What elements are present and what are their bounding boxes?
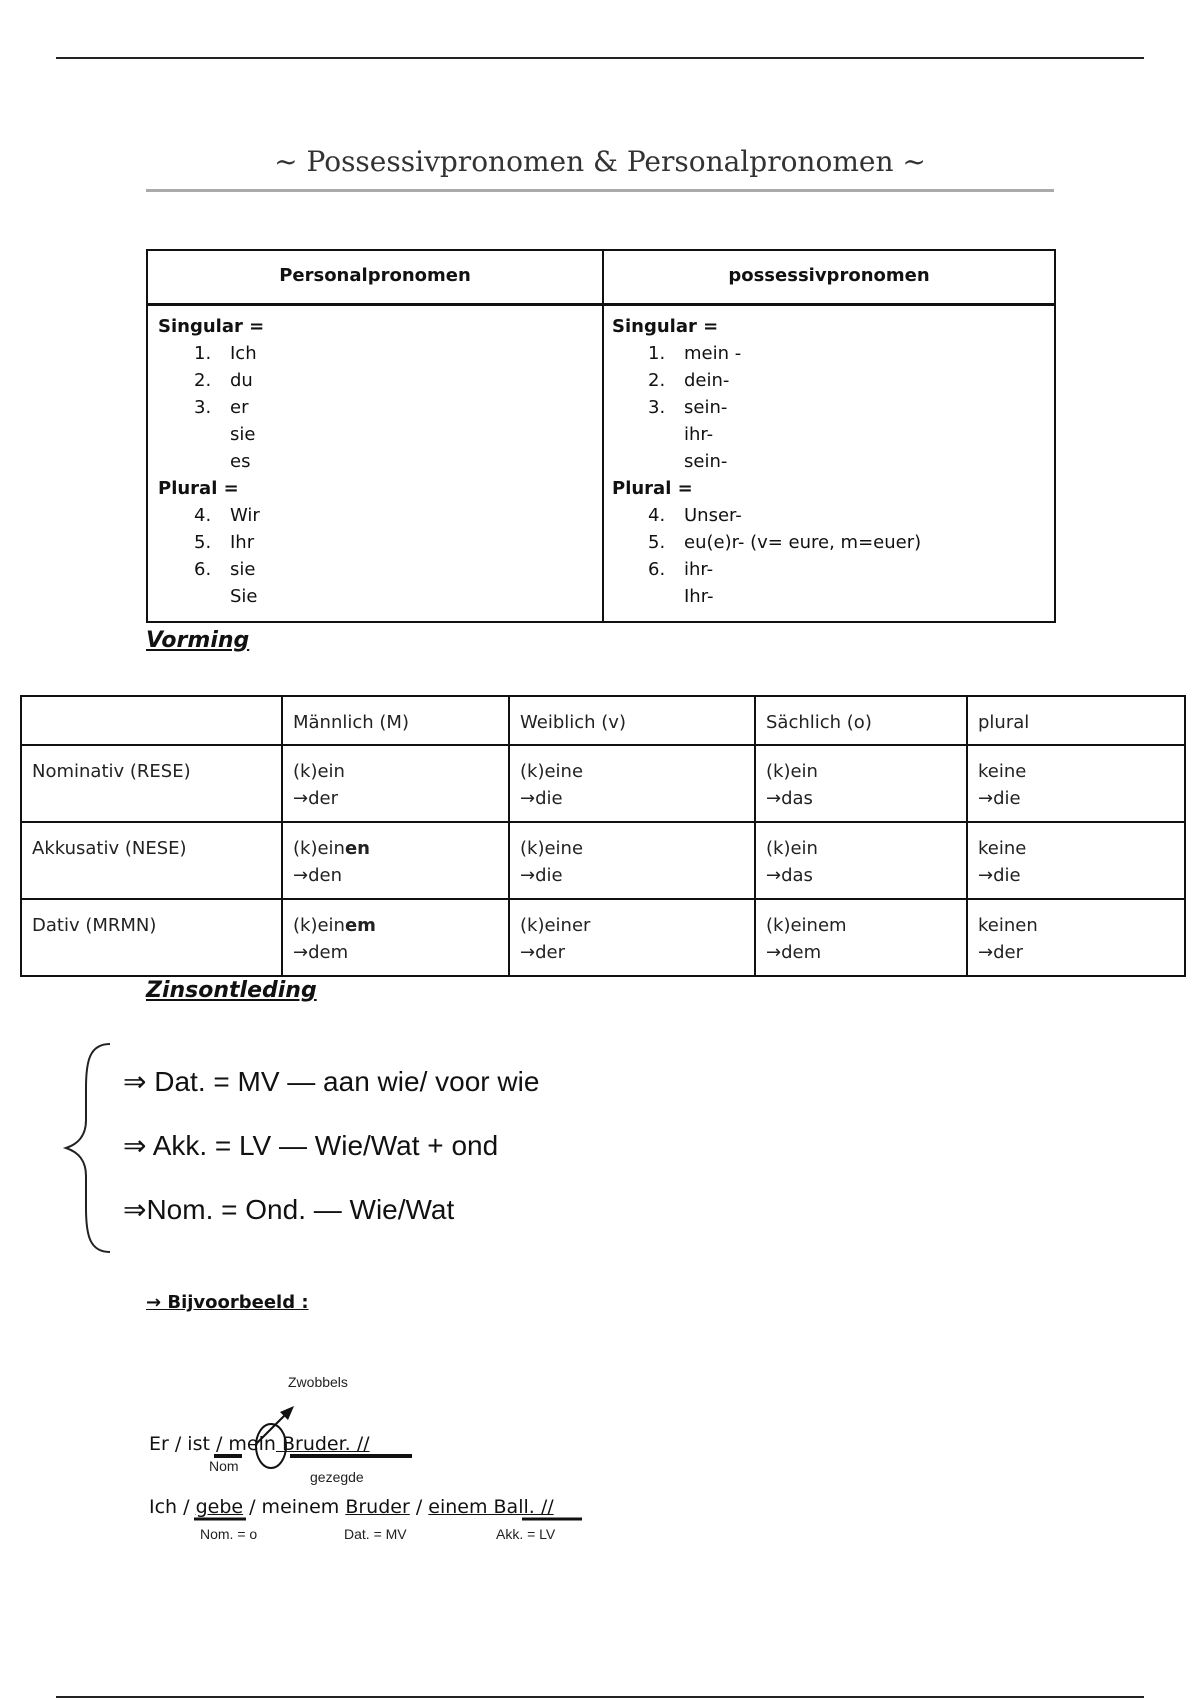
singular-label: Singular =: [612, 316, 719, 337]
list-number: 5.: [648, 532, 666, 553]
cell-article: →der: [293, 788, 338, 809]
s1-part: Er / ist /: [149, 1433, 229, 1455]
header-cell: [21, 696, 282, 745]
table-cell: [509, 822, 755, 899]
cell-article: →die: [520, 788, 563, 809]
possessive-header: possessivpronomen: [728, 265, 930, 286]
table-cell: [282, 745, 509, 822]
pronoun-text: du: [230, 370, 253, 391]
table-cell: [282, 899, 509, 976]
s2-part: einem: [428, 1496, 488, 1518]
table-cell: [967, 899, 1185, 976]
list-number: 4.: [648, 505, 666, 526]
pronoun-list-item: [158, 583, 264, 610]
pronoun-text: eu(e)r- (v= eure, m=euer): [684, 532, 922, 553]
pronoun-list-item: [612, 502, 921, 529]
singular-label: Singular =: [158, 316, 265, 337]
list-number: 4.: [194, 505, 212, 526]
cell-stem: keine: [978, 838, 1027, 859]
gezegde-underline: [290, 1452, 420, 1460]
cell-article: →der: [520, 942, 565, 963]
table-cell: [755, 822, 967, 899]
case-label: Dativ (MRMN): [21, 899, 282, 976]
header-cell: Sächlich (o): [755, 696, 967, 745]
cell-ending: en: [344, 838, 370, 859]
table-cell: [509, 899, 755, 976]
pronoun-list-item: [158, 394, 264, 421]
s2-part: / meinem: [243, 1496, 346, 1518]
pronoun-text: Ich: [230, 343, 257, 364]
list-number: 2.: [648, 370, 666, 391]
cell-stem: keine: [978, 761, 1027, 782]
pronoun-list-item: [158, 340, 264, 367]
cell-ending: em: [344, 915, 376, 936]
table-cell: [967, 745, 1185, 822]
pronoun-list-item: [612, 340, 921, 367]
pronoun-text: Ihr: [230, 532, 255, 553]
table-cell: [755, 899, 967, 976]
table-cell: [509, 745, 755, 822]
s2-part: Bruder: [345, 1496, 410, 1518]
cell-article: →das: [766, 788, 813, 809]
rule-nom: ⇒Nom. = Ond. — Wie/Wat: [123, 1194, 455, 1225]
cell-stem: (k)eine: [520, 838, 584, 859]
pronoun-list-item: [158, 421, 264, 448]
example-heading: → Bijvoorbeeld :: [146, 1292, 309, 1313]
pronoun-list-item: [158, 502, 264, 529]
pronoun-table: [146, 249, 1056, 623]
list-number: 1.: [648, 343, 666, 364]
header-cell: Männlich (M): [282, 696, 509, 745]
s2-part: Ball. //: [487, 1496, 554, 1518]
s2-underlines: [190, 1515, 590, 1523]
cell-stem: (k)einer: [520, 915, 591, 936]
vorming-heading: Vorming: [146, 628, 250, 653]
list-number: 6.: [194, 559, 212, 580]
plural-label: Plural =: [612, 478, 693, 499]
bottom-rule: [56, 1696, 1144, 1698]
pronoun-list-item: [158, 367, 264, 394]
cell-stem: (k)ein: [766, 838, 818, 859]
cell-stem: (k)eine: [520, 761, 584, 782]
pronoun-text: sie: [230, 559, 256, 580]
s1-part: mein: [228, 1433, 276, 1455]
cell-stem: (k)einem: [766, 915, 847, 936]
s2-label-nom: Nom. = o: [200, 1526, 258, 1542]
cell-stem: (k)ein: [293, 915, 345, 936]
s1-part: Bruder. //: [275, 1433, 370, 1455]
table-cell: [755, 745, 967, 822]
list-number: 6.: [648, 559, 666, 580]
cell-article: →die: [520, 865, 563, 886]
pronoun-text: mein -: [684, 343, 742, 364]
pronoun-text: es: [230, 451, 251, 472]
list-number: 5.: [194, 532, 212, 553]
header-cell: plural: [967, 696, 1185, 745]
cell-article: →die: [978, 788, 1021, 809]
header-cell: Weiblich (v): [509, 696, 755, 745]
table-cell: [282, 822, 509, 899]
table-row: [21, 822, 1185, 899]
table-row: [21, 745, 1185, 822]
top-rule: [56, 57, 1144, 59]
rule-akk: ⇒ Akk. = LV — Wie/Wat + ond: [123, 1130, 499, 1161]
pronoun-text: sie: [230, 424, 256, 445]
cell-article: →die: [978, 865, 1021, 886]
pronoun-list-item: [612, 367, 921, 394]
table-cell: [967, 822, 1185, 899]
cell-article: →dem: [293, 942, 349, 963]
page-title: ~ Possessivpronomen & Personalpronomen ~: [274, 145, 926, 178]
cell-article: →der: [978, 942, 1023, 963]
table-row: [21, 899, 1185, 976]
possessive-column: [612, 313, 921, 610]
pronoun-list-item: [612, 448, 921, 475]
pronoun-list-item: [158, 448, 264, 475]
pronoun-text: Sie: [230, 586, 258, 607]
pronoun-list-item: [612, 583, 921, 610]
declension-table: [20, 695, 1186, 977]
zwobbels-note: Zwobbels: [288, 1374, 348, 1390]
pronoun-text: ihr-: [684, 559, 714, 580]
pronoun-text: Unser-: [684, 505, 742, 526]
rule-dat: ⇒ Dat. = MV — aan wie/ voor wie: [123, 1066, 540, 1097]
s2-part: gebe: [195, 1496, 244, 1518]
cell-stem: (k)ein: [766, 761, 818, 782]
pronoun-text: dein-: [684, 370, 730, 391]
case-label: Nominativ (RESE): [21, 745, 282, 822]
list-number: 3.: [648, 397, 666, 418]
cell-stem: (k)ein: [293, 838, 345, 859]
list-number: 1.: [194, 343, 212, 364]
pronoun-text: er: [230, 397, 249, 418]
s2-part: Ich /: [149, 1496, 196, 1518]
pronoun-text: ihr-: [684, 424, 714, 445]
list-number: 2.: [194, 370, 212, 391]
personal-header: Personalpronomen: [279, 265, 471, 286]
title-underline: [146, 189, 1054, 192]
pronoun-text: Ihr-: [684, 586, 714, 607]
list-number: 3.: [194, 397, 212, 418]
pronoun-list-item: [158, 529, 264, 556]
table-header-row: [21, 696, 1185, 745]
pronoun-text: Wir: [230, 505, 260, 526]
s1-nom-label: Nom: [209, 1458, 239, 1474]
s2-label-dat: Dat. = MV: [344, 1526, 407, 1542]
pronoun-text: sein-: [684, 397, 728, 418]
zinsontleding-heading: Zinsontleding: [146, 978, 317, 1003]
s1-gezegde-label: gezegde: [310, 1469, 364, 1485]
s2-part: /: [409, 1496, 429, 1518]
cell-article: →den: [293, 865, 342, 886]
personal-column: [158, 313, 264, 610]
pronoun-list-item: [612, 421, 921, 448]
pronoun-list-item: [612, 529, 921, 556]
s2-label-akk: Akk. = LV: [496, 1526, 556, 1542]
plural-label: Plural =: [158, 478, 239, 499]
cell-article: →das: [766, 865, 813, 886]
pronoun-list-item: [612, 556, 921, 583]
case-label: Akkusativ (NESE): [21, 822, 282, 899]
cell-article: →dem: [766, 942, 822, 963]
pronoun-list-item: [612, 394, 921, 421]
cell-stem: keinen: [978, 915, 1038, 936]
pronoun-table-divider: [602, 251, 604, 621]
pronoun-list-item: [158, 556, 264, 583]
curly-brace: [60, 1040, 120, 1258]
pronoun-text: sein-: [684, 451, 728, 472]
cell-stem: (k)ein: [293, 761, 345, 782]
